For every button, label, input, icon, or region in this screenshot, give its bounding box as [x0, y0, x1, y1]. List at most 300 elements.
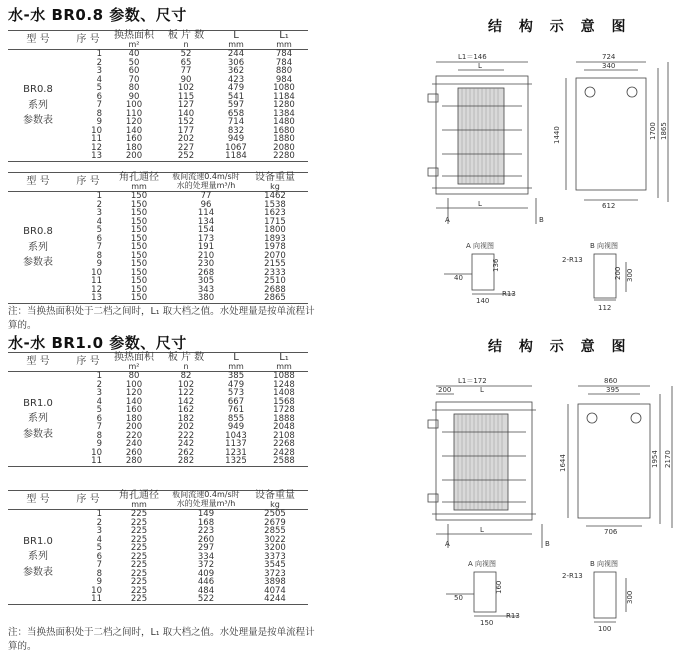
table-cell: 479	[227, 83, 245, 93]
dim-860: 860	[604, 377, 618, 385]
table-cell: 2108	[273, 430, 295, 441]
table-cell: 2268	[273, 439, 295, 449]
col-l: L mm	[228, 352, 244, 371]
table-cell: 1043	[225, 430, 247, 441]
table-cell: 150	[130, 293, 148, 303]
table-cell: 1978	[264, 242, 286, 252]
table-body	[8, 192, 308, 304]
table-cell: 2510	[264, 276, 286, 286]
dim-160: 160	[495, 580, 503, 594]
table-cell: 1538	[264, 199, 286, 210]
col-bore: 角孔通径 mm	[119, 172, 159, 191]
table-cell: 77	[200, 191, 212, 201]
table-cell: 2679	[264, 517, 286, 528]
table-cell: 10	[91, 585, 102, 596]
table-cell: 1888	[273, 413, 295, 424]
dim-l-bottom: L	[480, 526, 484, 534]
table-cell: 1384	[273, 108, 295, 119]
model-label: BR0.8 系列 参数表	[23, 84, 53, 126]
table-cell: 1325	[225, 456, 247, 466]
table-cell: 150	[130, 208, 148, 218]
table-cell: 1	[96, 371, 102, 381]
dim-1644: 1644	[559, 454, 567, 472]
table-cell: 3723	[264, 568, 286, 579]
table-cell: 305	[197, 276, 215, 286]
dim-l: L	[480, 386, 484, 394]
table-cell: 115	[177, 91, 195, 102]
table-cell: 484	[197, 585, 215, 596]
table-cell: 244	[227, 49, 245, 59]
dim-1865: 1865	[660, 122, 668, 140]
table-cell: 225	[130, 560, 148, 570]
table-cell: 2070	[264, 250, 286, 261]
table-cell: 12	[91, 284, 102, 295]
table-cell: 784	[275, 49, 293, 59]
col-area: 换热面积 m²	[114, 30, 154, 49]
table-cell: 2	[96, 379, 102, 390]
col-area: 换热面积 m²	[114, 352, 154, 371]
table-cell: 60	[128, 66, 140, 76]
a-view-label: A 向视图	[468, 560, 497, 568]
table-cell: 1088	[273, 371, 295, 381]
table-cell: 252	[177, 151, 195, 161]
col-model: 型 号	[26, 34, 50, 45]
table-cell: 50	[128, 57, 140, 68]
table-cell: 9	[96, 117, 102, 127]
table-cell: 8	[96, 568, 102, 579]
table-cell: 4	[96, 534, 102, 545]
table-cell: 150	[130, 276, 148, 286]
table-cell: 362	[227, 66, 245, 76]
table-cell: 13	[91, 151, 102, 161]
dim-706: 706	[604, 528, 618, 536]
section1-note: 注：当换热面积处于二档之间时，L₁ 取大档之值。水处理量是按单流程计算的。	[8, 306, 315, 331]
table-cell: 120	[125, 388, 143, 398]
table-cell: 334	[197, 551, 215, 562]
table-cell: 150	[130, 259, 148, 269]
table-cell: 140	[177, 108, 195, 119]
table-cell: 282	[177, 456, 195, 466]
table-cell: 225	[130, 534, 148, 545]
table-cell: 522	[197, 594, 215, 604]
dim-200: 200	[614, 266, 622, 280]
table-cell: 2080	[273, 142, 295, 153]
table-cell: 5	[96, 225, 102, 235]
table-cell: 949	[227, 422, 245, 432]
table-cell: 1184	[273, 91, 295, 102]
dim-2r13: 2-R13	[562, 572, 583, 580]
table-cell: 2588	[273, 456, 295, 466]
col-bore: 角孔通径 mm	[119, 490, 159, 509]
b-view-label: B 向视图	[590, 560, 619, 568]
table-cell: 7	[96, 422, 102, 432]
table-cell: 4244	[264, 594, 286, 604]
table-cell: 225	[130, 577, 148, 587]
table-cell: 5	[96, 405, 102, 415]
table-cell: 4074	[264, 585, 286, 596]
col-model: 型 号	[26, 494, 50, 505]
dim-r13: R13	[506, 612, 520, 620]
table-cell: 2048	[273, 422, 295, 432]
table-cell: 3	[96, 66, 102, 76]
dim-724: 724	[602, 53, 616, 61]
table-cell: 177	[177, 125, 195, 136]
table-cell: 3	[96, 388, 102, 398]
table-row	[8, 372, 308, 381]
table-cell: 150	[130, 284, 148, 295]
table-cell: 65	[180, 57, 192, 68]
table-cell: 80	[128, 371, 140, 381]
col-seq: 序 号	[76, 356, 100, 367]
table-cell: 142	[177, 396, 195, 407]
table-cell: 77	[180, 66, 192, 76]
table-cell: 149	[197, 509, 215, 519]
section1-diagram-title: 结 构 示 意 图	[488, 19, 632, 35]
table-cell: 230	[197, 259, 215, 269]
table-cell: 949	[227, 134, 245, 144]
table-cell: 880	[275, 66, 293, 76]
br08-area-table	[8, 30, 308, 162]
table-cell: 984	[275, 74, 293, 85]
table-cell: 7	[96, 100, 102, 110]
table-cell: 1408	[273, 388, 295, 398]
table-cell: 225	[130, 594, 148, 604]
col-l1: L₁ mm	[276, 30, 292, 49]
table-cell: 242	[177, 439, 195, 449]
dim-100: 100	[598, 625, 612, 632]
table-cell: 280	[125, 456, 143, 466]
table-cell: 11	[91, 594, 102, 604]
table-cell: 160	[125, 134, 143, 144]
table-cell: 102	[177, 379, 195, 390]
table-cell: 541	[227, 91, 245, 102]
table-cell: 150	[130, 199, 148, 210]
table-cell: 1067	[225, 142, 247, 153]
table-cell: 597	[227, 100, 245, 110]
table-cell: 262	[177, 447, 195, 458]
table-cell: 100	[125, 379, 143, 390]
table-cell: 52	[180, 49, 192, 59]
table-cell: 11	[91, 276, 102, 286]
table-cell: 222	[177, 430, 195, 441]
table-cell: 150	[130, 225, 148, 235]
table-cell: 1800	[264, 225, 286, 235]
label-a: A	[445, 540, 450, 548]
table-cell: 372	[197, 560, 215, 570]
col-weight: 设备重量 kg	[255, 490, 295, 509]
table-cell: 154	[197, 225, 215, 235]
table-cell: 1248	[273, 379, 295, 390]
table-cell: 1231	[225, 447, 247, 458]
dim-50: 50	[454, 594, 463, 602]
table-cell: 90	[180, 74, 192, 85]
label-b: B	[545, 540, 550, 548]
table-cell: 7	[96, 560, 102, 570]
table-cell: 573	[227, 388, 245, 398]
table-cell: 10	[91, 267, 102, 278]
table-cell: 1880	[273, 134, 295, 144]
dim-l: L	[478, 62, 482, 70]
table-cell: 667	[227, 396, 245, 407]
col-seq: 序 号	[76, 494, 100, 505]
table-cell: 223	[197, 526, 215, 536]
table-cell: 855	[227, 413, 245, 424]
table-cell: 1	[96, 509, 102, 519]
table-cell: 306	[227, 57, 245, 68]
table-cell: 343	[197, 284, 215, 295]
table-cell: 225	[130, 551, 148, 562]
table-cell: 3022	[264, 534, 286, 545]
table-cell: 4	[96, 396, 102, 407]
table-cell: 260	[197, 534, 215, 545]
dim-300: 300	[626, 590, 634, 604]
table-cell: 8	[96, 108, 102, 119]
table-cell: 150	[130, 267, 148, 278]
table-cell: 200	[125, 151, 143, 161]
table-cell: 11	[91, 134, 102, 144]
col-seq: 序 号	[76, 176, 100, 187]
table-cell: 96	[200, 199, 212, 210]
table-cell: 6	[96, 551, 102, 562]
model-label: BR1.0 系列 参数表	[23, 535, 53, 578]
dim-1440: 1440	[553, 126, 561, 144]
table-cell: 127	[177, 100, 195, 110]
table-cell: 225	[130, 509, 148, 519]
br10-flow-table	[8, 490, 308, 605]
table-cell: 182	[177, 413, 195, 424]
table-cell: 180	[125, 142, 143, 153]
table-cell: 140	[125, 396, 143, 407]
col-plates: 板 片 数 n	[167, 30, 205, 49]
table-cell: 10	[91, 125, 102, 136]
table-cell: 150	[130, 233, 148, 244]
table-body	[8, 372, 308, 467]
table-cell: 120	[125, 117, 143, 127]
table-cell: 173	[197, 233, 215, 244]
dim-40: 40	[454, 274, 463, 282]
a-view-label: A 向视图	[466, 242, 495, 250]
table-cell: 6	[96, 413, 102, 424]
table-cell: 2428	[273, 447, 295, 458]
table-cell: 2	[96, 199, 102, 210]
model-label: BR1.0 系列 参数表	[23, 397, 53, 440]
table-cell: 658	[227, 108, 245, 119]
col-l: L mm	[228, 30, 244, 49]
table-cell: 225	[130, 585, 148, 596]
table-cell: 200	[125, 422, 143, 432]
table-cell: 423	[227, 74, 245, 85]
col-flow: 板间流速0.4m/s时水的处理量m³/h	[172, 490, 240, 508]
dim-l1: L1＝172	[458, 377, 487, 385]
table-body	[8, 510, 308, 605]
table-cell: 4	[96, 216, 102, 227]
table-cell: 122	[177, 388, 195, 398]
table-cell: 8	[96, 250, 102, 261]
dim-200: 200	[438, 386, 452, 394]
table-cell: 202	[177, 422, 195, 432]
table-cell: 2155	[264, 259, 286, 269]
table-cell: 268	[197, 267, 215, 278]
dim-612: 612	[602, 202, 616, 210]
table-cell: 180	[125, 413, 143, 424]
table-cell: 3	[96, 526, 102, 536]
table-cell: 225	[130, 543, 148, 553]
table-cell: 10	[91, 447, 102, 458]
table-cell: 1	[96, 191, 102, 201]
section2-diagram-title: 结 构 示 意 图	[488, 339, 632, 355]
model-label: BR0.8 系列 参数表	[23, 226, 53, 268]
col-model: 型 号	[26, 176, 50, 187]
table-cell: 1462	[264, 191, 286, 201]
table-cell: 446	[197, 577, 215, 587]
dim-2r13: 2-R13	[562, 256, 583, 264]
table-cell: 1	[96, 49, 102, 59]
table-cell: 2865	[264, 293, 286, 303]
table-cell: 1728	[273, 405, 295, 415]
table-cell: 140	[125, 125, 143, 136]
table-cell: 1893	[264, 233, 286, 244]
table-cell: 260	[125, 447, 143, 458]
table-cell: 409	[197, 568, 215, 579]
table-cell: 13	[91, 293, 102, 303]
table-row	[8, 50, 308, 59]
br10-area-table	[8, 352, 308, 467]
table-cell: 1280	[273, 100, 295, 110]
table-cell: 9	[96, 577, 102, 587]
table-cell: 1184	[225, 151, 247, 161]
table-cell: 202	[177, 134, 195, 144]
table-cell: 80	[128, 83, 140, 93]
table-cell: 150	[130, 250, 148, 261]
table-cell: 2505	[264, 509, 286, 519]
br10-structure-diagram	[418, 372, 680, 632]
table-cell: 110	[125, 108, 143, 119]
table-cell: 714	[227, 117, 245, 127]
table-cell: 7	[96, 242, 102, 252]
col-weight: 设备重量 kg	[255, 172, 295, 191]
table-body	[8, 50, 308, 162]
dim-136: 136	[492, 258, 500, 272]
table-cell: 2688	[264, 284, 286, 295]
table-cell: 210	[197, 250, 215, 261]
dim-1954: 1954	[651, 450, 659, 468]
dim-2170: 2170	[664, 450, 672, 468]
table-cell: 3898	[264, 577, 286, 587]
table-cell: 8	[96, 430, 102, 441]
col-model: 型 号	[26, 356, 50, 367]
table-row	[8, 192, 308, 201]
dim-l-bottom: L	[478, 200, 482, 208]
table-cell: 240	[125, 439, 143, 449]
table-cell: 1680	[273, 125, 295, 136]
table-cell: 40	[128, 49, 140, 59]
table-cell: 385	[227, 371, 245, 381]
table-cell: 1480	[273, 117, 295, 127]
table-cell: 100	[125, 100, 143, 110]
table-cell: 150	[130, 216, 148, 227]
table-cell: 150	[130, 242, 148, 252]
section1-title: 水-水 BR0.8 参数、尺寸	[8, 6, 187, 24]
dim-140: 140	[476, 297, 490, 305]
label-b: B	[539, 216, 544, 224]
table-cell: 152	[177, 117, 195, 127]
table-cell: 1623	[264, 208, 286, 218]
table-cell: 82	[180, 371, 192, 381]
label-a: A	[445, 216, 450, 224]
dim-340: 340	[602, 62, 616, 70]
table-cell: 12	[91, 142, 102, 153]
table-cell: 11	[91, 456, 102, 466]
dim-r13: R13	[502, 290, 516, 298]
table-cell: 162	[177, 405, 195, 415]
table-cell: 2	[96, 57, 102, 68]
table-cell: 2	[96, 517, 102, 528]
table-cell: 90	[128, 91, 140, 102]
table-cell: 761	[227, 405, 245, 415]
table-cell: 297	[197, 543, 215, 553]
table-cell: 70	[128, 74, 140, 85]
table-cell: 191	[197, 242, 215, 252]
table-cell: 5	[96, 83, 102, 93]
table-cell: 227	[177, 142, 195, 153]
table-cell: 114	[197, 208, 215, 218]
table-cell: 3200	[264, 543, 286, 553]
table-cell: 9	[96, 439, 102, 449]
section2-title: 水-水 BR1.0 参数、尺寸	[8, 334, 187, 352]
dim-l1: L1＝146	[458, 53, 487, 61]
table-cell: 2333	[264, 267, 286, 278]
table-cell: 150	[130, 191, 148, 201]
col-plates: 板 片 数 n	[167, 352, 205, 371]
b-view-label: B 向视图	[590, 242, 619, 250]
table-cell: 168	[197, 517, 215, 528]
table-cell: 1568	[273, 396, 295, 407]
table-cell: 2855	[264, 526, 286, 536]
br08-structure-diagram	[418, 48, 678, 310]
table-cell: 134	[197, 216, 215, 227]
table-row	[8, 510, 308, 519]
table-cell: 1715	[264, 216, 286, 227]
dim-112: 112	[598, 304, 612, 310]
table-cell: 3545	[264, 560, 286, 570]
dim-300: 300	[626, 268, 634, 282]
table-cell: 160	[125, 405, 143, 415]
table-cell: 225	[130, 526, 148, 536]
table-cell: 5	[96, 543, 102, 553]
col-flow: 板间流速0.4m/s时水的处理量m³/h	[172, 172, 240, 190]
table-cell: 2280	[273, 151, 295, 161]
br08-flow-table	[8, 172, 308, 304]
table-cell: 3373	[264, 551, 286, 562]
dim-395: 395	[606, 386, 620, 394]
table-cell: 6	[96, 91, 102, 102]
table-cell: 6	[96, 233, 102, 244]
section2-note: 注：当换热面积处于二档之间时，L₁ 取大档之值。水处理量是按单流程计算的。	[8, 627, 315, 652]
table-cell: 1080	[273, 83, 295, 93]
table-cell: 784	[275, 57, 293, 68]
table-cell: 479	[227, 379, 245, 390]
dim-1700: 1700	[649, 122, 657, 140]
col-seq: 序 号	[76, 34, 100, 45]
table-cell: 220	[125, 430, 143, 441]
table-cell: 4	[96, 74, 102, 85]
table-cell: 3	[96, 208, 102, 218]
table-cell: 380	[197, 293, 215, 303]
table-cell: 832	[227, 125, 245, 136]
table-cell: 9	[96, 259, 102, 269]
dim-150: 150	[480, 619, 494, 627]
col-l1: L₁ mm	[276, 352, 292, 371]
